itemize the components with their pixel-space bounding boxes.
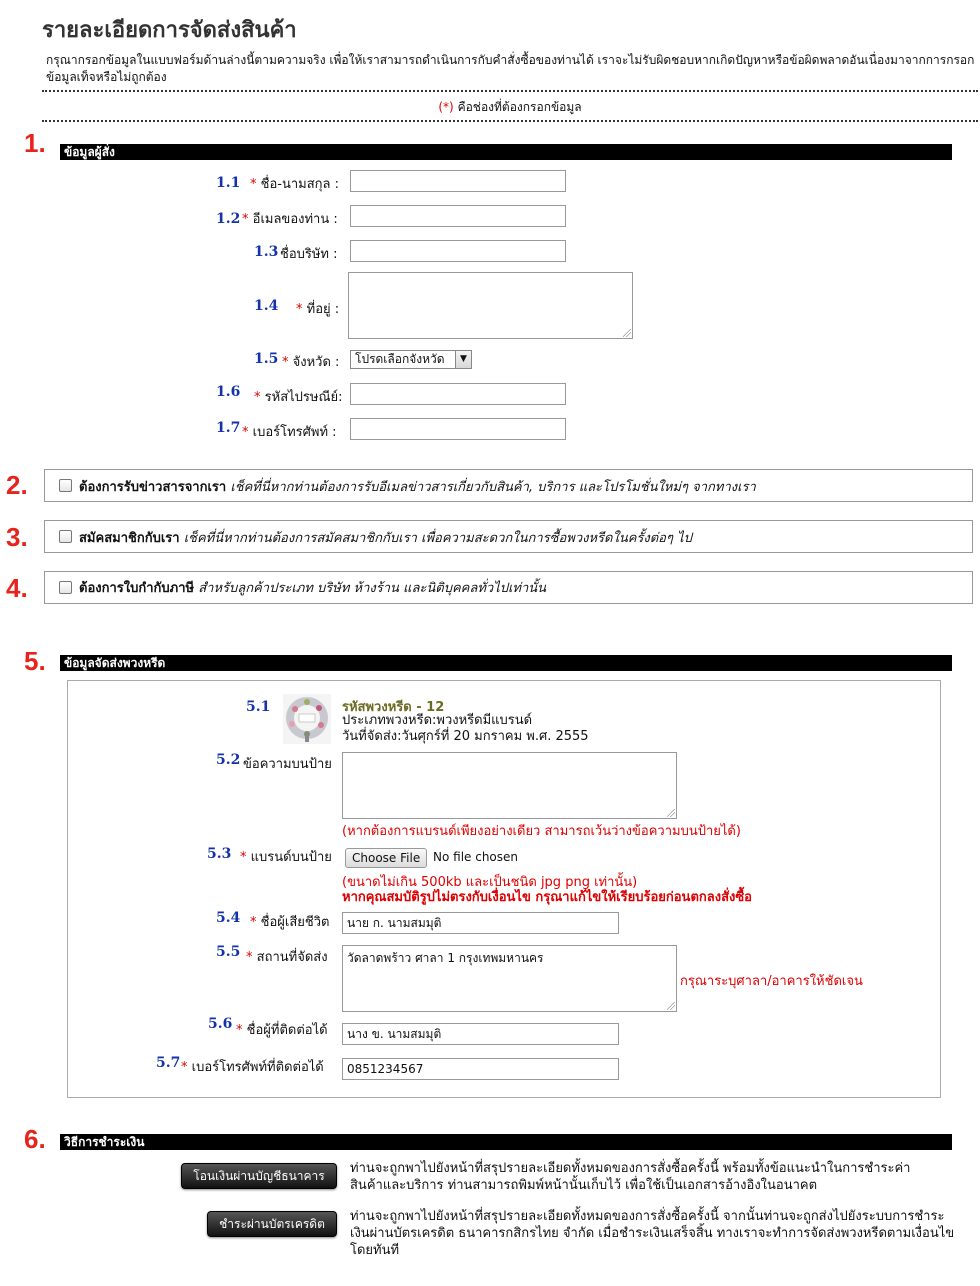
credit-card-button[interactable]: ชำระผ่านบัตรเครดิต — [207, 1211, 337, 1237]
tax-invoice-checkbox[interactable] — [59, 581, 72, 594]
section-header-payment: วิธีการชำระเงิน — [60, 1134, 952, 1150]
field-number: 1.3 — [254, 244, 279, 260]
address-textarea[interactable] — [348, 272, 633, 339]
province-label-text: จังหวัด : — [292, 355, 340, 370]
brand-note-warning: หากคุณสมบัติรูปไม่ตรงกับเงื่อนไข กรุณาแก้ไขให้เรียบร้อยก่อนตกลงสั่งซื้อ — [342, 890, 752, 905]
newsletter-desc: เช็คที่นี่หากท่านต้องการรับอีเมลข่าวสารเกี่ยวกับสินค้า, บริการ และโปรโมชั่นใหม่ๆ จากทางเรา — [230, 480, 756, 495]
wreath-type — [342, 712, 532, 729]
contact-input[interactable] — [342, 1023, 619, 1045]
bank-transfer-desc: ท่านจะถูกพาไปยังหน้าที่สรุปรายละเอียดทั้งหมดของการสั่งซื้อครั้งนี้ พร้อมทั้งข้อแนะนำในการชำระค่าสินค้าและบริการ ท่านสามารถพิมพ์หน้านั้นเก็บไว้ เพื่อใช้เป็นเอกสารอ้างอิงในอนาคต — [350, 1161, 911, 1193]
tax-invoice-desc: สำหรับลูกค้าประเภท บริษัท ห้างร้าน และนิติบุคคลทั่วไปเท่านั้น — [198, 581, 547, 596]
name-label — [250, 173, 339, 194]
deceased-label-text: ชื่อผู้เสียชีวิต — [260, 915, 330, 930]
contact-phone-label — [181, 1056, 324, 1077]
required-asterisk: * — [246, 950, 253, 965]
place-note: กรุณาระบุศาลา/อาคารให้ชัดเจน — [680, 974, 863, 989]
wreath-type-label: ประเภทพวงหรีด: — [342, 713, 437, 728]
tax-invoice-text — [79, 577, 546, 598]
contact-label-text: ชื่อผู้ที่ติดต่อได้ — [246, 1023, 328, 1038]
company-label: ชื่อบริษัท : — [280, 247, 338, 262]
required-asterisk: * — [282, 355, 289, 370]
wreath-type-value: พวงหรีดมีแบรนด์ — [436, 713, 533, 728]
phone-label-text: เบอร์โทรศัพท์ : — [252, 425, 337, 440]
field-number: 5.6 — [208, 1016, 233, 1032]
field-number: 1.6 — [216, 384, 241, 400]
place-value: วัดลาดพร้าว ศาลา 1 กรุงเทพมหานคร — [347, 951, 544, 965]
field-number: 5.1 — [246, 699, 271, 715]
address-label-text: ที่อยู่ : — [306, 302, 340, 317]
credit-card-desc: ท่านจะถูกพาไปยังหน้าที่สรุปรายละเอียดทั้งหมดของการสั่งซื้อครั้งนี้ จากนั้นท่านจะถูกส่งไปยังระบบการชำระเงินผ่านบัตรเครดิต ธนาคารกสิกรไทย จำกัด เมื่อชำระเงินเสร็จสิ้น ทางเราจะทำการจัดส่งพวงหรีดตามเงื่อนไขโดยทันที — [350, 1209, 955, 1258]
required-asterisk: * — [236, 1023, 243, 1038]
field-number: 1.7 — [216, 420, 241, 436]
wreath-thumbnail — [283, 694, 323, 734]
phone-label — [242, 421, 337, 442]
required-asterisk: * — [240, 850, 247, 865]
section-header-buyer: ข้อมูลผู้สั่ง — [60, 144, 952, 160]
section-header-delivery: ข้อมูลจัดส่งพวงหรีด — [60, 655, 952, 671]
phone-input[interactable] — [350, 418, 566, 440]
required-note-text: คือช่องที่ต้องกรอกข้อมูล — [457, 100, 582, 114]
step-number-3: 3. — [6, 522, 28, 552]
deceased-input[interactable] — [342, 912, 619, 934]
field-number: 1.1 — [216, 175, 241, 191]
required-mark: (*) — [438, 100, 454, 114]
field-number: 5.7 — [156, 1055, 181, 1071]
field-number: 1.4 — [254, 298, 279, 314]
membership-checkbox[interactable] — [59, 530, 72, 543]
newsletter-checkbox[interactable] — [59, 479, 72, 492]
address-label — [296, 298, 339, 319]
choose-file-button[interactable]: Choose File — [345, 848, 427, 868]
field-number: 1.2 — [216, 211, 241, 227]
brand-label — [240, 846, 332, 867]
required-asterisk: * — [250, 915, 257, 930]
field-number: 5.2 — [216, 752, 241, 768]
divider — [42, 90, 978, 92]
place-label-text: สถานที่จัดส่ง — [256, 950, 328, 965]
divider — [42, 120, 978, 122]
membership-title: สมัคสมาชิกกับเรา — [79, 531, 180, 546]
postcode-label-text: รหัสไปรษณีย์: — [264, 390, 343, 405]
contact-label — [236, 1019, 328, 1040]
company-input[interactable] — [350, 240, 566, 262]
tax-invoice-title: ต้องการใบกำกับภาษี — [79, 581, 195, 596]
required-asterisk: * — [181, 1060, 188, 1075]
membership-desc: เช็คที่นี่หากท่านต้องการสมัคสมาชิกกับเรา เพื่อความสะดวกในการซื้อพวงหรีดในครั้งต่อๆ ไป — [183, 531, 692, 546]
message-label: ข้อความบนป้าย — [243, 757, 332, 772]
bank-transfer-button[interactable]: โอนเงินผ่านบัญชีธนาคาร — [181, 1163, 337, 1189]
required-asterisk: * — [254, 390, 261, 405]
required-asterisk: * — [242, 425, 249, 440]
place-label — [246, 946, 328, 967]
contact-phone-input[interactable] — [342, 1058, 619, 1080]
contact-phone-label-text: เบอร์โทรศัพท์ที่ติดต่อได้ — [191, 1060, 324, 1075]
message-textarea[interactable] — [342, 752, 677, 819]
brand-label-text: แบรนด์บนป้าย — [250, 850, 332, 865]
field-number: 5.3 — [207, 846, 232, 862]
step-number-2: 2. — [6, 470, 28, 500]
postcode-label — [254, 386, 343, 407]
chevron-down-icon[interactable]: ▼ — [455, 351, 471, 368]
deceased-label — [250, 911, 329, 932]
intro-text: กรุณากรอกข้อมูลในแบบฟอร์มด้านล่างนี้ตามความจริง เพื่อให้เราสามารถดำเนินการกับคำสั่งซื้อของท่านได้ เราจะไม่รับผิดชอบหากเกิดปัญหาหรือข้อผิดพลาดอันเนื่องมาจากการกรอกข้อมูลเท็จหรือไม่ถูกต้อง — [46, 53, 975, 84]
newsletter-title: ต้องการรับข่าวสารจากเรา — [79, 480, 227, 495]
file-status: No file chosen — [433, 850, 519, 864]
membership-text — [79, 527, 692, 548]
field-number: 5.5 — [216, 944, 241, 960]
postcode-input[interactable] — [350, 383, 566, 405]
step-number-5: 5. — [24, 646, 46, 676]
delivery-date-label: วันที่จัดส่ง: — [342, 729, 402, 744]
province-select-value: โปรดเลือกจังหวัด — [355, 352, 445, 366]
newsletter-text — [79, 476, 756, 497]
name-input[interactable] — [350, 170, 566, 192]
name-label-text: ชื่อ-นามสกุล : — [260, 177, 340, 192]
page-title: รายละเอียดการจัดส่งสินค้า — [42, 18, 297, 43]
step-number-6: 6. — [24, 1124, 46, 1154]
email-label-text: อีเมลของท่าน : — [252, 212, 338, 227]
step-number-1: 1. — [24, 128, 46, 158]
email-input[interactable] — [350, 205, 566, 227]
field-number: 1.5 — [254, 351, 279, 367]
email-label — [242, 208, 338, 229]
step-number-4: 4. — [6, 573, 28, 603]
required-asterisk: * — [250, 177, 257, 192]
field-number: 5.4 — [216, 910, 241, 926]
wreath-code: รหัสพวงหรีด - 12 — [342, 700, 445, 715]
place-textarea[interactable] — [342, 945, 677, 1012]
brand-note-size: (ขนาดไม่เกิน 500kb และเป็นชนิด jpg png เท่านั้น) — [342, 875, 638, 890]
province-select[interactable] — [350, 350, 472, 369]
message-note: (หากต้องการแบรนด์เพียงอย่างเดียว สามารถเว้นว่างข้อความบนป้ายได้) — [342, 824, 741, 839]
required-asterisk: * — [242, 212, 249, 227]
delivery-date — [342, 728, 589, 745]
required-note — [42, 98, 978, 117]
required-asterisk: * — [296, 302, 303, 317]
delivery-date-value: วันศุกร์ที่ 20 มกราคม พ.ศ. 2555 — [401, 729, 589, 744]
province-label — [282, 351, 339, 372]
